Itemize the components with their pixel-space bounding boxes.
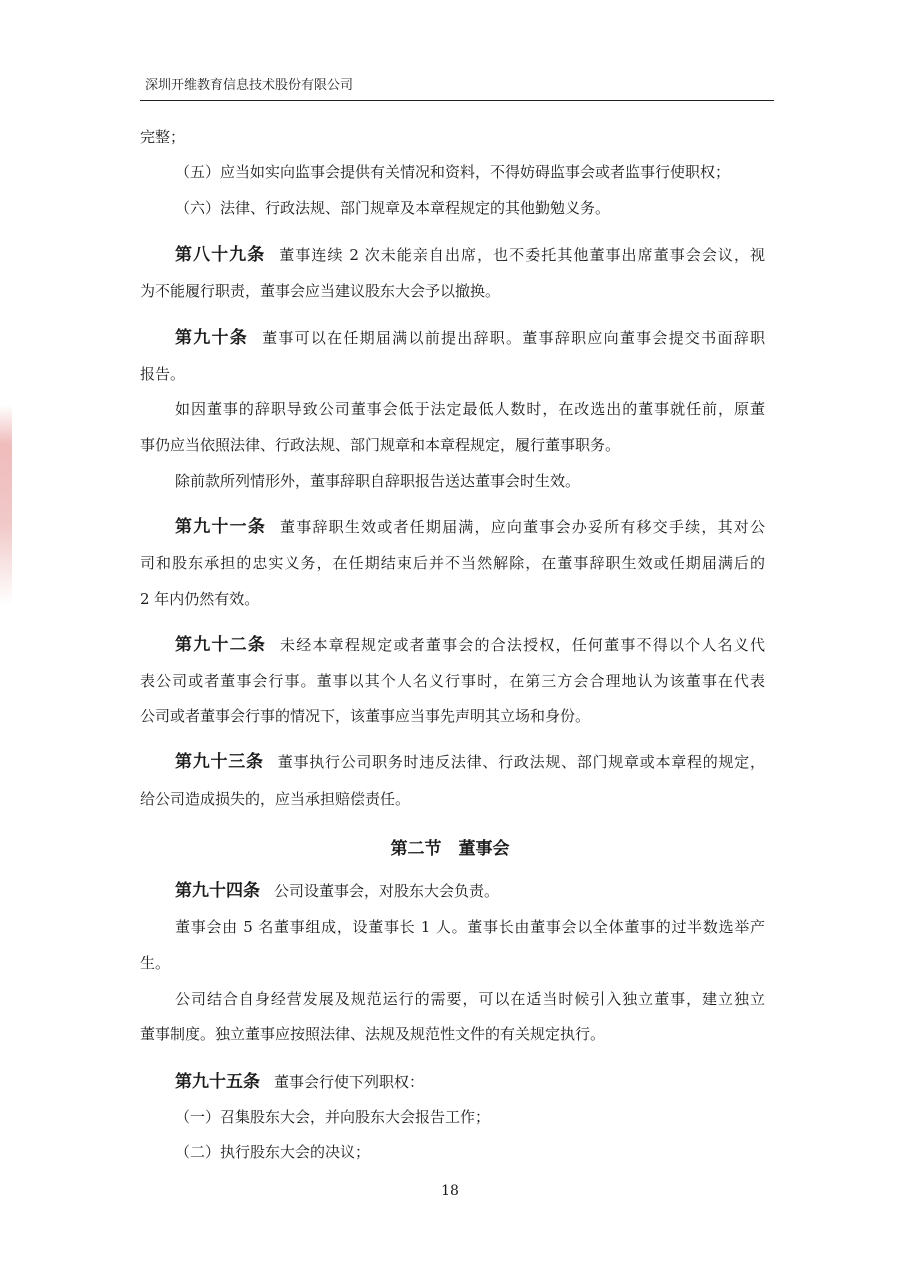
text-line: 给公司造成损失的，应当承担赔偿责任。 xyxy=(140,790,411,808)
text-line: 报告。 xyxy=(140,365,186,383)
left-edge-stamp-mark xyxy=(0,405,12,605)
article-95-title: 第九十五条 xyxy=(175,1072,260,1092)
article-91-title: 第九十一条 xyxy=(175,517,267,537)
text-line: 董事会行使下列职权： xyxy=(274,1073,425,1091)
text-line: 董事会由 5 名董事组成，设董事长 1 人。董事长由董事会以全体董事的过半数选举产 xyxy=(175,918,765,936)
text-line: 司和股东承担的忠实义务，在任期结束后并不当然解除，在董事辞职生效或任期届满后的 xyxy=(140,554,765,572)
text-line: 2 年内仍然有效。 xyxy=(140,590,260,608)
article-92-title: 第九十二条 xyxy=(175,635,267,655)
article-95 xyxy=(175,1073,815,1091)
article-93-title: 第九十三条 xyxy=(175,752,264,772)
text-line: 为不能履行职责，董事会应当建议股东大会予以撤换。 xyxy=(140,282,501,300)
list-item: （一）召集股东大会，并向股东大会报告工作； xyxy=(175,1108,491,1126)
page-number: 18 xyxy=(441,1183,459,1199)
article-89 xyxy=(175,246,765,264)
text-line: 完整； xyxy=(140,128,186,146)
article-94-title: 第九十四条 xyxy=(175,881,260,901)
article-89-title: 第八十九条 xyxy=(175,245,266,265)
article-90 xyxy=(175,329,765,347)
text-line: 公司结合自身经营发展及规范运行的需要，可以在适当时候引入独立董事，建立独立 xyxy=(175,990,765,1008)
article-91 xyxy=(175,518,765,536)
text-line: 除前款所列情形外，董事辞职自辞职报告送达董事会时生效。 xyxy=(175,472,581,490)
text-line: 董事可以在任期届满以前提出辞职。董事辞职应向董事会提交书面辞职 xyxy=(262,329,765,347)
text-line: 董事连续 2 次未能亲自出席，也不委托其他董事出席董事会会议，视 xyxy=(279,246,765,264)
text-line: 生。 xyxy=(140,954,171,972)
text-line: 公司或者董事会行事的情况下，该董事应当事先声明其立场和身份。 xyxy=(140,707,591,725)
text-line: 表公司或者董事会行事。董事以其个人名义行事时，在第三方会合理地认为该董事在代表 xyxy=(140,672,765,690)
company-header: 深圳开维教育信息技术股份有限公司 xyxy=(145,78,354,93)
header-divider xyxy=(140,100,774,101)
text-line: 董事辞职生效或者任期届满，应向董事会办妥所有移交手续，其对公 xyxy=(280,518,765,536)
text-line: 董事制度。独立董事应按照法律、法规及规范性文件的有关规定执行。 xyxy=(140,1025,606,1043)
text-line: 未经本章程规定或者董事会的合法授权，任何董事不得以个人名义代 xyxy=(280,636,765,654)
text-line: （六）法律、行政法规、部门规章及本章程规定的其他勤勉义务。 xyxy=(175,199,611,217)
text-line: 事仍应当依照法律、行政法规、部门规章和本章程规定，履行董事职务。 xyxy=(140,436,621,454)
text-line: 公司设董事会，对股东大会负责。 xyxy=(274,882,500,900)
text-line: 董事执行公司职务时违反法律、行政法规、部门规章或本章程的规定， xyxy=(277,753,765,771)
text-line: （五）应当如实向监事会提供有关情况和资料，不得妨碍监事会或者监事行使职权； xyxy=(175,163,731,181)
article-92 xyxy=(175,636,765,654)
article-90-title: 第九十条 xyxy=(175,328,249,348)
list-item: （二）执行股东大会的决议； xyxy=(175,1143,371,1161)
article-93 xyxy=(175,753,765,771)
section-title: 第二节 董事会 xyxy=(390,839,510,859)
text-line: 如因董事的辞职导致公司董事会低于法定最低人数时，在改选出的董事就任前，原董 xyxy=(175,400,765,418)
article-94 xyxy=(175,882,815,900)
